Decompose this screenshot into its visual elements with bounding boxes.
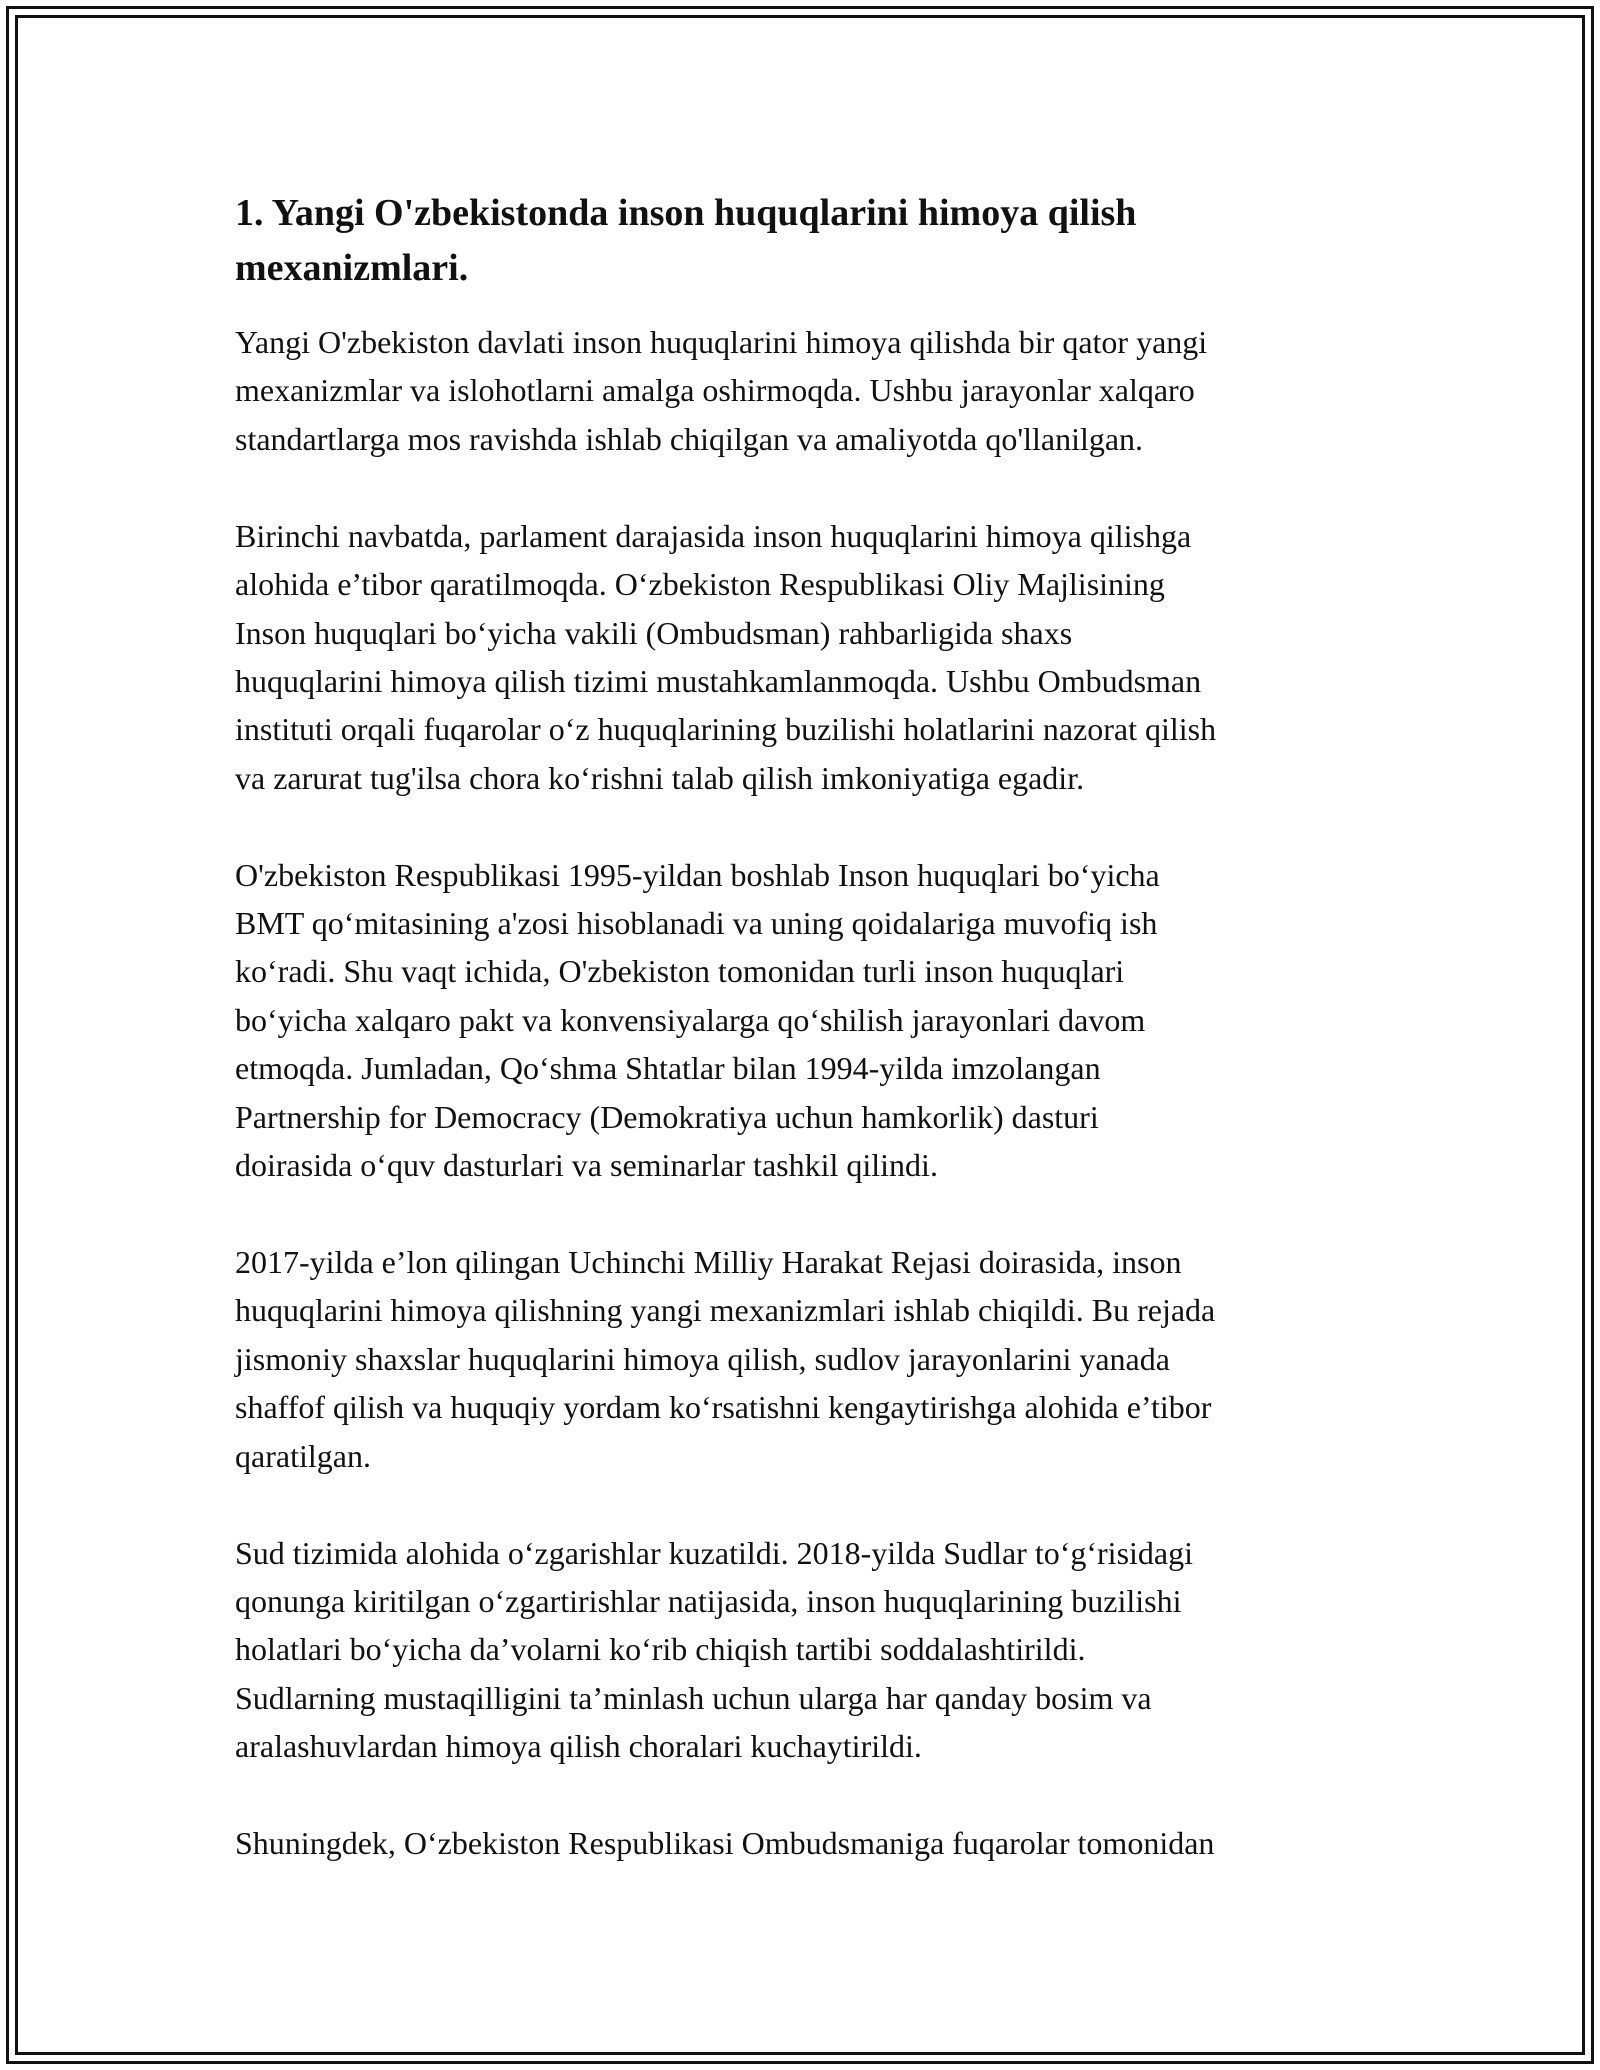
text-line: qonunga kiritilgan o‘zgartirishlar natijasida, inson huquqlarining buzilishi (235, 1582, 1182, 1619)
text-line: qaratilgan. (235, 1437, 371, 1474)
heading-line: mexanizmlari. (235, 247, 469, 289)
heading-line: 1. Yangi O'zbekistonda inson huquqlarini himoya qilish (235, 192, 1137, 234)
text-line: Yangi O'zbekiston davlati inson huquqlarini himoya qilishda bir qator yangi (235, 324, 1208, 360)
text-line: bo‘yicha xalqaro pakt va konvensiyalarga qo‘shilish jarayonlari davom (235, 1001, 1146, 1038)
text-line: alohida e’tibor qaratilmoqda. O‘zbekiston Respublikasi Oliy Majlisining (235, 566, 1165, 603)
text-line: mexanizmlar va islohotlarni amalga oshirmoqda. Ushbu jarayonlar xalqaro (235, 372, 1195, 409)
text-line: etmoqda. Jumladan, Qo‘shma Shtatlar bilan 1994-yilda imzolangan (235, 1050, 1101, 1087)
text-line: shaffof qilish va huquqiy yordam ko‘rsatishni kengaytirishga alohida e’tibor (235, 1389, 1212, 1426)
text-line: holatlari bo‘yicha da’volarni ko‘rib chiqish tartibi soddalashtirildi. (235, 1631, 1086, 1668)
paragraph-un-committee (235, 851, 1365, 1190)
text-line: huquqlarini himoya qilish tizimi mustahkamlanmoqda. Ushbu Ombudsman (235, 662, 1202, 699)
text-line: doirasida o‘quv dasturlari va seminarlar tashkil qilindi. (235, 1147, 938, 1184)
paragraph-action-plan (235, 1238, 1365, 1480)
paragraph-courts (235, 1529, 1365, 1771)
text-line: huquqlarini himoya qilishning yangi mexanizmlari ishlab chiqildi. Bu rejada (235, 1292, 1216, 1329)
text-line: Sudlarning mustaqilligini ta’minlash uchun ularga har qanday bosim va (235, 1679, 1152, 1716)
text-line: Birinchi navbatda, parlament darajasida inson huquqlarini himoya qilishga (235, 517, 1192, 554)
section-heading (235, 186, 1365, 296)
text-line: instituti orqali fuqarolar o‘z huquqlarining buzilishi holatlarini nazorat qilish (235, 711, 1217, 748)
text-line: O'zbekiston Respublikasi 1995-yildan boshlab Inson huquqlari bo‘yicha (235, 856, 1160, 893)
document-body (235, 186, 1365, 1916)
paragraph-ombudsman (235, 1819, 1365, 1867)
paragraph-parliament (235, 512, 1365, 802)
text-line: ko‘radi. Shu vaqt ichida, O'zbekiston tomonidan turli inson huquqlari (235, 953, 1125, 990)
text-line: aralashuvlardan himoya qilish choralari kuchaytirildi. (235, 1728, 922, 1765)
text-line: standartlarga mos ravishda ishlab chiqilgan va amaliyotda qo'llanilgan. (235, 420, 1144, 457)
text-line: Sud tizimida alohida o‘zgarishlar kuzatildi. 2018-yilda Sudlar to‘g‘risidagi (235, 1534, 1193, 1571)
text-line: va zarurat tug'ilsa chora ko‘rishni talab qilish imkoniyatiga egadir. (235, 759, 1085, 796)
text-line: BMT qo‘mitasining a'zosi hisoblanadi va uning qoidalariga muvofiq ish (235, 905, 1158, 942)
text-line: Shuningdek, O‘zbekiston Respublikasi Ombudsmaniga fuqarolar tomonidan (235, 1825, 1215, 1862)
text-line: Inson huquqlari bo‘yicha vakili (Ombudsman) rahbarligida shaxs (235, 614, 1073, 651)
text-line: jismoniy shaxslar huquqlarini himoya qilish, sudlov jarayonlarini yanada (235, 1340, 1170, 1377)
paragraph-intro (235, 318, 1365, 463)
text-line: 2017-yilda e’lon qilingan Uchinchi Milliy Harakat Rejasi doirasida, inson (235, 1244, 1182, 1280)
text-line: Partnership for Democracy (Demokratiya uchun hamkorlik) dasturi (235, 1098, 1099, 1135)
